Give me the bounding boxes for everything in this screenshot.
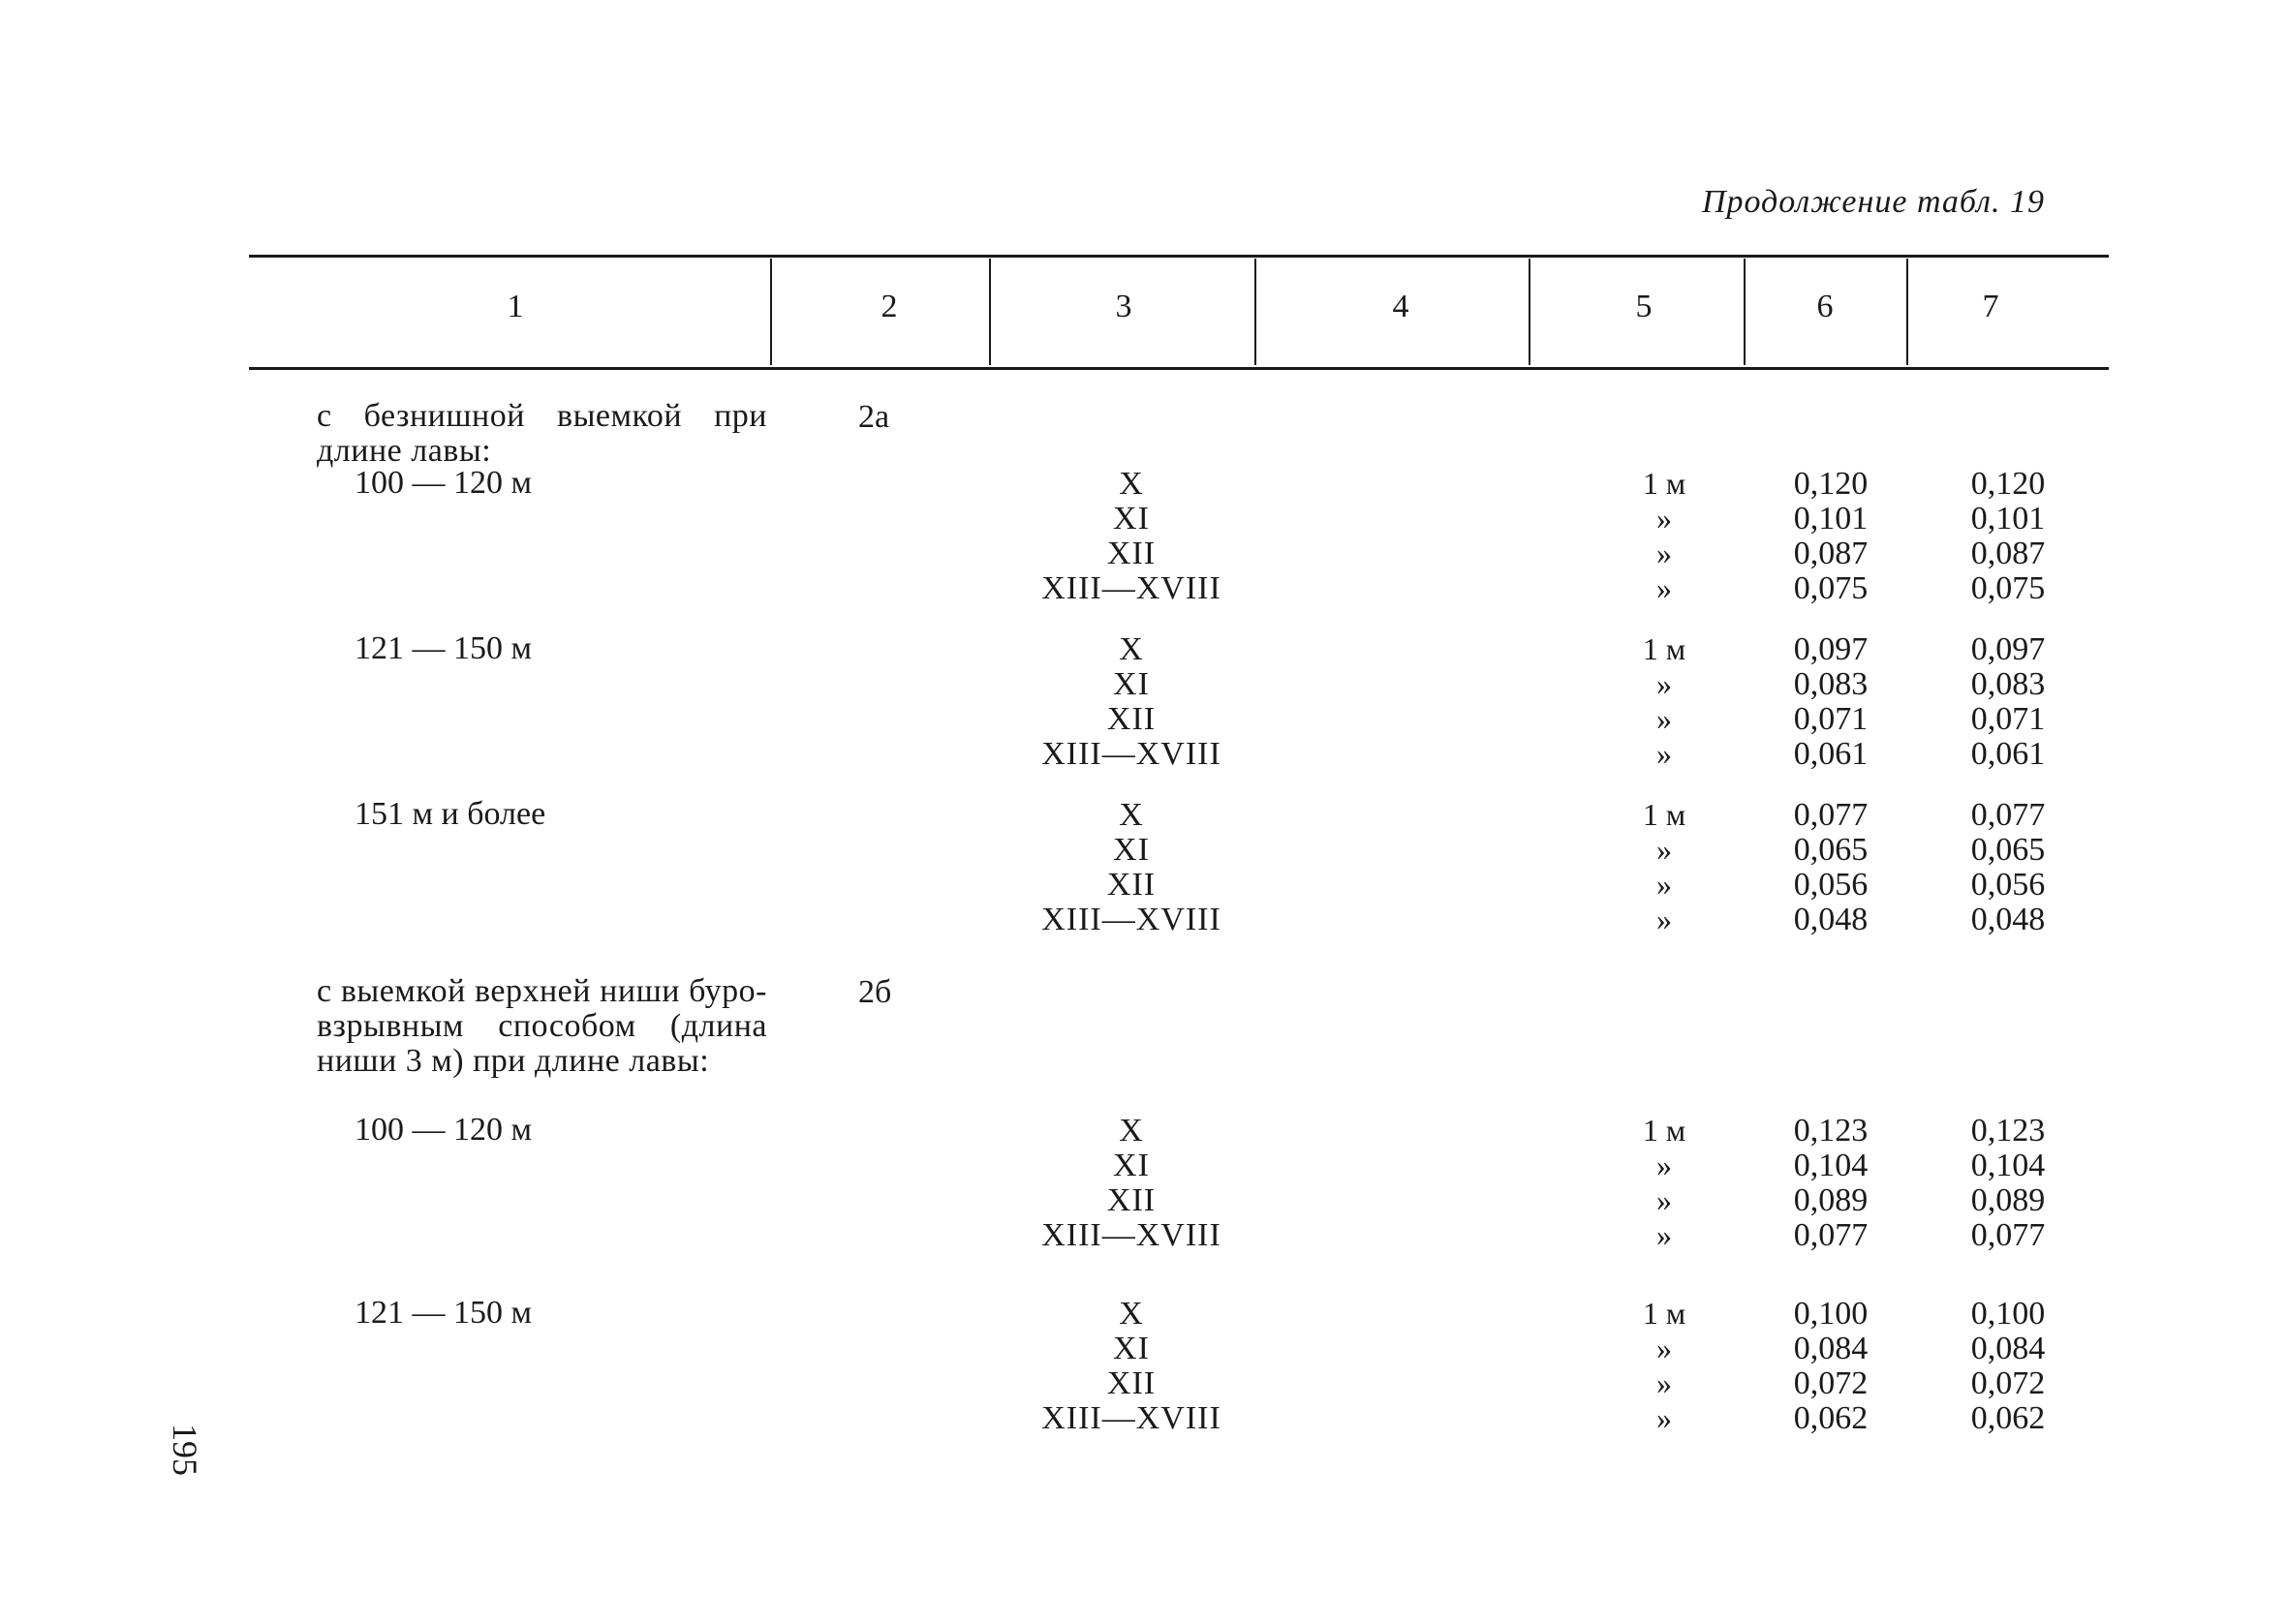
unit-cell: » [1656,832,1672,867]
column-separator [1254,259,1256,365]
value-col7-cell: 0,100 [1970,1296,2046,1332]
column-header-1: 1 [507,289,524,324]
value-col7-cell: 0,072 [1970,1365,2046,1401]
column-separator [770,259,772,365]
length-label: 121 — 150 м [355,1295,533,1331]
unit-cell: » [1656,701,1672,736]
value-col6-cell: 0,123 [1793,1113,1869,1149]
category-cell: XI [1113,1331,1150,1366]
value-col7-cell: 0,123 [1970,1113,2046,1149]
value-col6-cell: 0,061 [1793,736,1869,772]
column-header-6: 6 [1816,289,1834,324]
value-col7-cell: 0,062 [1970,1400,2046,1436]
unit-cell: » [1656,1365,1672,1400]
category-cell: X [1119,631,1144,667]
category-cell: XII [1106,1365,1157,1401]
unit-cell: » [1656,570,1672,605]
row-description: с выемкой верхней ниши буро-взрывным способом (длина ниши 3 м) при длине лавы: [317,973,767,1079]
value-col7-cell: 0,089 [1970,1182,2046,1218]
value-col7-cell: 0,101 [1970,501,2046,536]
unit-cell: » [1656,902,1672,936]
row-code: 2а [858,399,890,435]
column-header-3: 3 [1115,289,1132,324]
category-cell: XIII—XVIII [1041,736,1221,772]
column-separator [1529,259,1530,365]
category-cell: XII [1106,536,1157,571]
unit-cell: 1 м [1642,797,1686,832]
unit-cell: 1 м [1642,1296,1686,1331]
category-cell: X [1119,1296,1144,1332]
value-col6-cell: 0,075 [1793,570,1869,606]
category-cell: X [1119,1113,1144,1149]
value-col7-cell: 0,075 [1970,570,2046,606]
value-col7-cell: 0,104 [1970,1148,2046,1183]
unit-cell: 1 м [1642,1113,1686,1148]
column-header-7: 7 [1982,289,1999,324]
value-col6-cell: 0,101 [1793,501,1869,536]
value-col6-cell: 0,071 [1793,701,1869,737]
column-separator [1744,259,1746,365]
unit-cell: » [1656,867,1672,902]
length-label: 100 — 120 м [355,465,533,501]
value-col6-cell: 0,087 [1793,536,1869,571]
category-cell: XIII—XVIII [1041,1400,1221,1436]
value-col6-cell: 0,100 [1793,1296,1869,1332]
category-cell: XI [1113,666,1150,702]
unit-cell: » [1656,501,1672,536]
unit-cell: » [1656,736,1672,771]
top-rule [249,255,2109,258]
category-cell: XII [1106,1182,1157,1218]
value-col6-cell: 0,104 [1793,1148,1869,1183]
value-col6-cell: 0,120 [1793,466,1869,502]
category-cell: XII [1106,867,1157,903]
row-description: с безнишной выемкой при длине лавы: [317,398,767,469]
value-col6-cell: 0,056 [1793,867,1869,903]
length-label: 100 — 120 м [355,1112,533,1148]
category-cell: XI [1113,501,1150,536]
value-col6-cell: 0,077 [1793,797,1869,833]
category-cell: X [1119,797,1144,833]
value-col6-cell: 0,083 [1793,666,1869,702]
column-separator [1906,259,1908,365]
unit-cell: » [1656,1331,1672,1365]
header-bottom-rule [249,367,2109,370]
value-col7-cell: 0,056 [1970,867,2046,903]
value-col7-cell: 0,065 [1970,832,2046,868]
value-col7-cell: 0,077 [1970,1217,2046,1253]
value-col7-cell: 0,071 [1970,701,2046,737]
value-col7-cell: 0,083 [1970,666,2046,702]
column-header-4: 4 [1392,289,1409,324]
category-cell: XI [1113,1148,1150,1183]
table-caption: Продолжение табл. 19 [1701,184,2045,220]
value-col6-cell: 0,097 [1793,631,1869,667]
value-col6-cell: 0,062 [1793,1400,1869,1436]
column-header-2: 2 [881,289,898,324]
category-cell: XIII—XVIII [1041,1217,1221,1253]
value-col7-cell: 0,077 [1970,797,2046,833]
length-label: 151 м и более [355,796,546,832]
value-col6-cell: 0,048 [1793,902,1869,937]
value-col7-cell: 0,120 [1970,466,2046,502]
value-col7-cell: 0,087 [1970,536,2046,571]
value-col7-cell: 0,048 [1970,902,2046,937]
value-col6-cell: 0,065 [1793,832,1869,868]
column-header-5: 5 [1635,289,1653,324]
value-col7-cell: 0,084 [1970,1331,2046,1366]
unit-cell: » [1656,1182,1672,1217]
row-code: 2б [858,974,892,1010]
value-col6-cell: 0,089 [1793,1182,1869,1218]
unit-cell: 1 м [1642,466,1686,501]
unit-cell: 1 м [1642,631,1686,666]
length-label: 121 — 150 м [355,630,533,666]
unit-cell: » [1656,1217,1672,1252]
value-col7-cell: 0,097 [1970,631,2046,667]
unit-cell: » [1656,1400,1672,1435]
value-col6-cell: 0,084 [1793,1331,1869,1366]
unit-cell: » [1656,536,1672,570]
value-col6-cell: 0,072 [1793,1365,1869,1401]
category-cell: XIII—XVIII [1041,902,1221,937]
page-number: 195 [166,1424,204,1476]
unit-cell: » [1656,666,1672,701]
column-separator [989,259,991,365]
unit-cell: » [1656,1148,1672,1182]
value-col7-cell: 0,061 [1970,736,2046,772]
category-cell: XI [1113,832,1150,868]
category-cell: X [1119,466,1144,502]
value-col6-cell: 0,077 [1793,1217,1869,1253]
category-cell: XII [1106,701,1157,737]
category-cell: XIII—XVIII [1041,570,1221,606]
